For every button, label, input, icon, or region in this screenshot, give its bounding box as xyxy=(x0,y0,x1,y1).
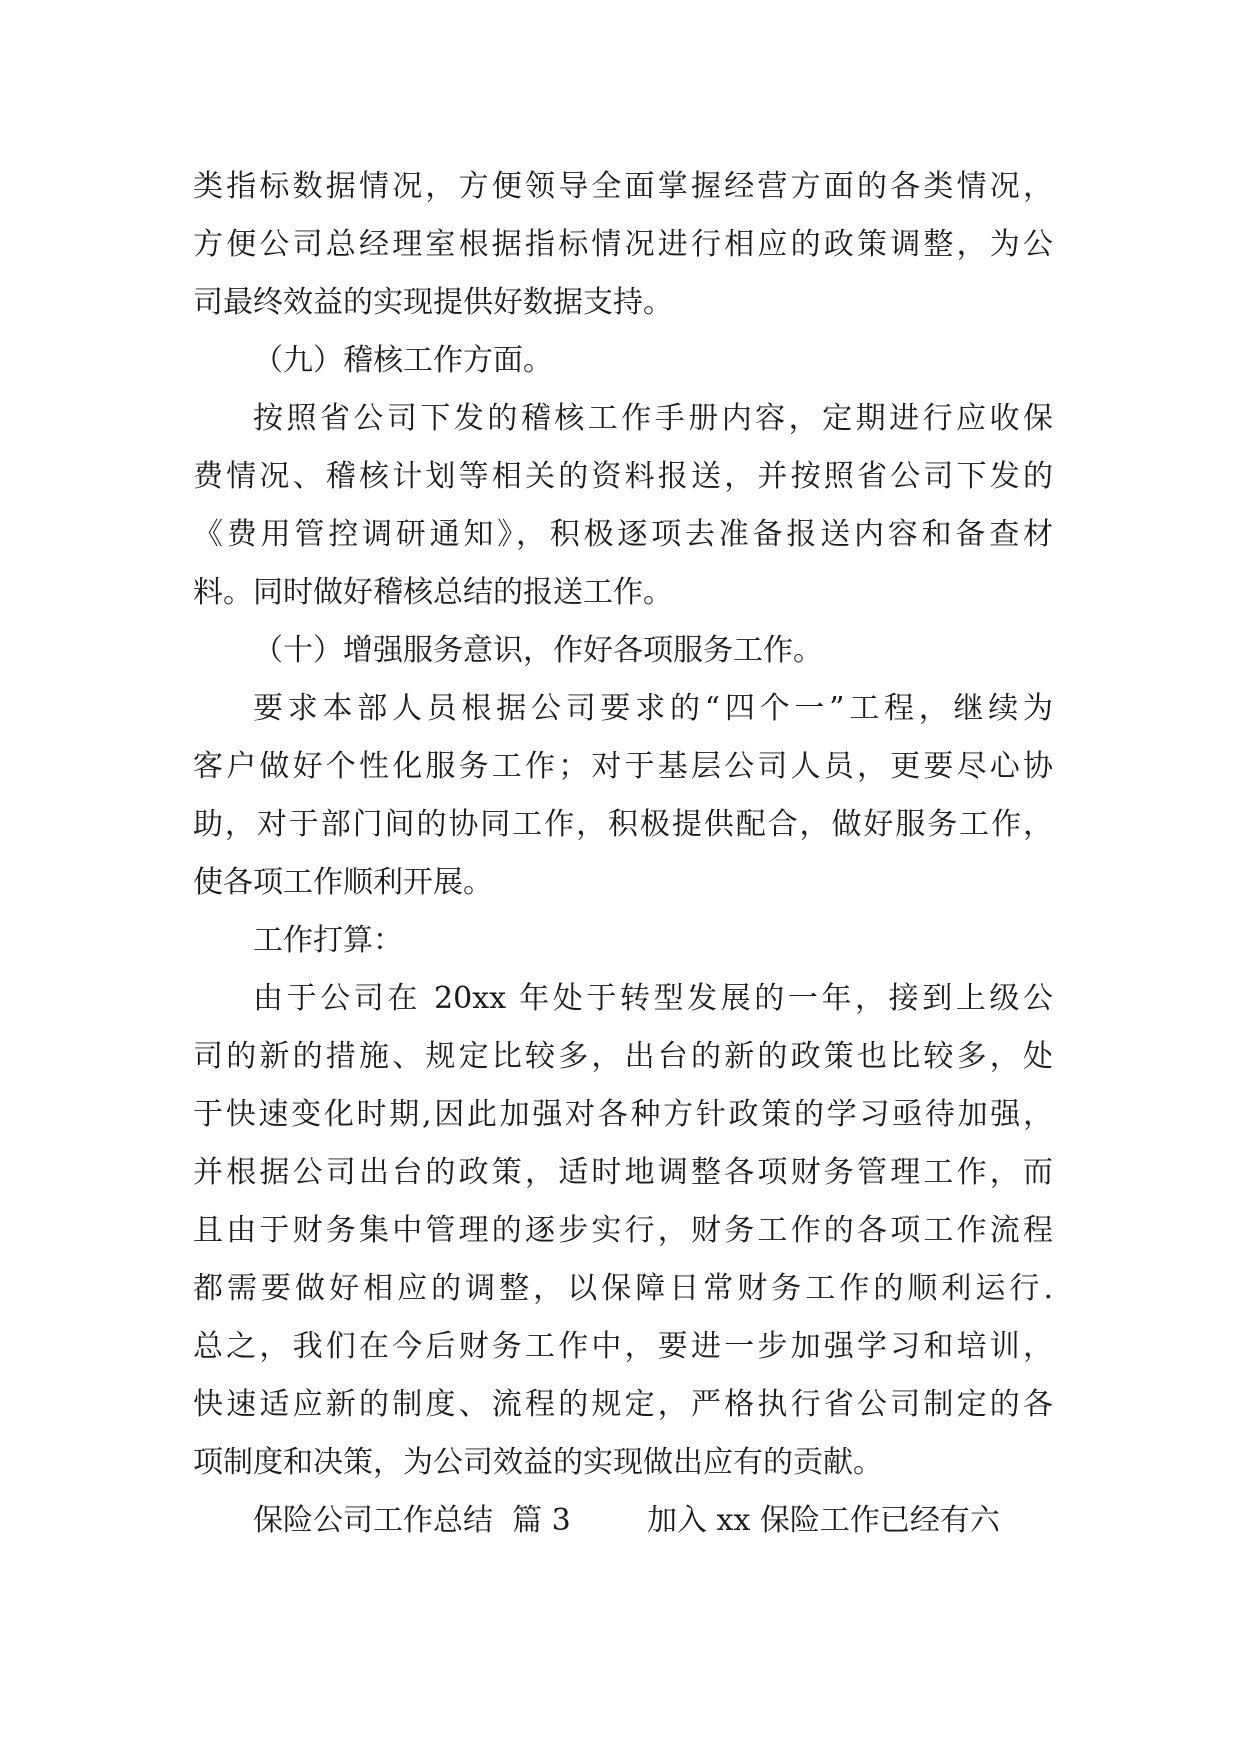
text-line: 且由于财务集中管理的逐步实行，财务工作的各项工作流程 xyxy=(193,1213,1053,1248)
text-line: 要求本部人员根据公司要求的“四个一”工程，继续为 xyxy=(253,691,1053,726)
text-line: 使各项工作顺利开展。 xyxy=(193,865,493,900)
text-line: 司最终效益的实现提供好数据支持。 xyxy=(193,285,673,320)
text-line: 助，对于部门间的协同工作，积极提供配合，做好服务工作， xyxy=(193,807,1053,842)
text-line: 项制度和决策，为公司效益的实现做出应有的贡献。 xyxy=(193,1445,883,1480)
section-heading: 工作打算： xyxy=(253,923,403,958)
text-line: 方便公司总经理室根据指标情况进行相应的政策调整，为公 xyxy=(193,227,1053,262)
section-heading: （十）增强服务意识，作好各项服务工作。 xyxy=(253,633,823,668)
text-line: 费情况、稽核计划等相关的资料报送，并按照省公司下发的 xyxy=(193,459,1053,494)
section-heading: （九）稽核工作方面。 xyxy=(253,343,553,378)
text-line: 总之，我们在今后财务工作中，要进一步加强学习和培训， xyxy=(193,1329,1053,1364)
text-line: 都需要做好相应的调整，以保障日常财务工作的顺利运行. xyxy=(193,1271,1053,1306)
text-line: 并根据公司出台的政策，适时地调整各项财务管理工作，而 xyxy=(193,1155,1053,1190)
text-line: 类指标数据情况，方便领导全面掌握经营方面的各类情况， xyxy=(193,169,1053,204)
text-line: 快速适应新的制度、流程的规定，严格执行省公司制定的各 xyxy=(193,1387,1053,1422)
text-line: 按照省公司下发的稽核工作手册内容，定期进行应收保 xyxy=(253,401,1053,436)
section-title-line: 保险公司工作总结 篇 3 加入 xx 保险工作已经有六 xyxy=(253,1503,1000,1538)
text-line: 司的新的措施、规定比较多，出台的新的政策也比较多，处 xyxy=(193,1039,1053,1074)
text-line: 《费用管控调研通知》，积极逐项去准备报送内容和备查材 xyxy=(193,517,1053,552)
text-line: 客户做好个性化服务工作；对于基层公司人员，更要尽心协 xyxy=(193,749,1053,784)
text-line: 由于公司在 20xx 年处于转型发展的一年，接到上级公 xyxy=(253,981,1053,1016)
text-line: 料。同时做好稽核总结的报送工作。 xyxy=(193,575,673,610)
text-line: 于快速变化时期,因此加强对各种方针政策的学习亟待加强， xyxy=(193,1097,1053,1132)
